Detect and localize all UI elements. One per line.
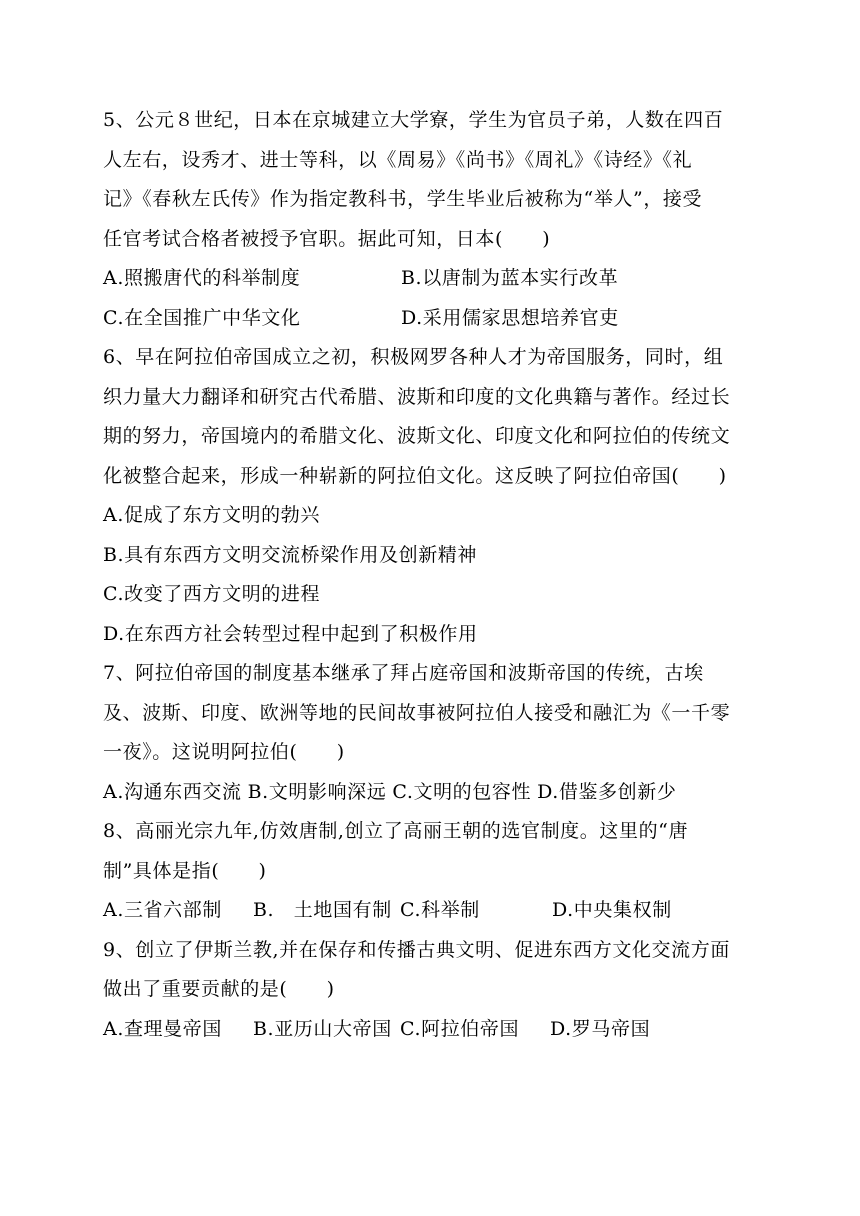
question-8-line-2: 制”具体是指( ) <box>103 859 267 882</box>
question-8-line-1: 8、高丽光宗九年,仿效唐制,创立了高丽王朝的选官制度。这里的“唐 <box>103 820 689 842</box>
question-5-option-a[interactable]: A.照搬唐代的科举制度 <box>103 267 301 289</box>
question-8-option-a[interactable]: A.三省六部制 <box>103 899 222 921</box>
question-8-options-row <box>103 891 763 931</box>
question-9-line-1: 9、创立了伊斯兰教,并在保存和传播古典文明、促进东西方文化交流方面 <box>103 938 730 961</box>
question-8-option-c[interactable]: C.科举制 <box>400 899 480 921</box>
question-6-line-3: 期的努力，帝国境内的希腊文化、波斯文化、印度文化和阿拉伯的传统文 <box>103 425 731 447</box>
question-7 <box>103 654 763 812</box>
question-6-option-d[interactable]: D.在东西方社会转型过程中起到了积极作用 <box>103 622 478 645</box>
question-9-line-2: 做出了重要贡献的是( ) <box>103 978 335 1000</box>
question-9 <box>103 931 763 1050</box>
question-7-option-d[interactable]: D.借鉴多创新少 <box>537 780 677 803</box>
question-6-line-4: 化被整合起来，形成一种崭新的阿拉伯文化。这反映了阿拉伯帝国( ) <box>103 464 727 487</box>
question-5-line-4: 任官考试合格者被授予官职。据此可知，日本( ) <box>103 227 551 250</box>
question-9-options-row <box>103 1010 763 1050</box>
question-9-option-a[interactable]: A.查理曼帝国 <box>103 1017 222 1040</box>
question-6-line-2: 织力量大力翻译和研究古代希腊、波斯和印度的文化典籍与著作。经过长 <box>103 385 731 408</box>
question-5 <box>103 101 763 338</box>
question-5-option-d[interactable]: D.采用儒家思想培养官吏 <box>401 306 619 329</box>
question-8-option-d[interactable]: D.中央集权制 <box>552 899 672 921</box>
question-9-option-b[interactable]: B.亚历山大帝国 <box>253 1017 392 1040</box>
question-7-line-2: 及、波斯、印度、欧洲等地的民间故事被阿拉伯人接受和融汇为《一千零 <box>103 701 731 724</box>
question-5-option-b[interactable]: B.以唐制为蓝本实行改革 <box>401 267 619 289</box>
question-5-line-3: 记》《春秋左氏传》作为指定教科书，学生毕业后被称为“举人”，接受 <box>103 188 703 210</box>
question-6-option-c[interactable]: C.改变了西方文明的进程 <box>103 583 321 605</box>
question-5-option-c[interactable]: C.在全国推广中华文化 <box>103 306 301 329</box>
question-8-option-b[interactable]: B. 土地国有制 <box>253 899 392 921</box>
question-9-option-d[interactable]: D.罗马帝国 <box>550 1017 651 1040</box>
question-6-line-1: 6、早在阿拉伯帝国成立之初，积极网罗各种人才为帝国服务，同时，组 <box>103 346 724 368</box>
question-7-options-row <box>103 773 763 813</box>
question-5-options-row-1 <box>103 259 763 299</box>
question-5-line-2: 人左右，设秀才、进士等科，以《周易》《尚书》《周礼》《诗经》《礼 <box>103 148 693 171</box>
question-9-option-c[interactable]: C.阿拉伯帝国 <box>400 1017 520 1040</box>
question-7-line-1: 7、阿拉伯帝国的制度基本继承了拜占庭帝国和波斯帝国的传统，古埃 <box>103 662 704 684</box>
exam-page <box>103 101 763 1049</box>
question-6 <box>103 338 763 654</box>
question-7-option-a[interactable]: A.沟通东西交流 <box>103 780 242 803</box>
question-8 <box>103 812 763 931</box>
question-6-option-b[interactable]: B.具有东西方文明交流桥梁作用及创新精神 <box>103 543 478 566</box>
question-5-options-row-2 <box>103 299 763 339</box>
question-7-line-3: 一夜》。这说明阿拉伯( ) <box>103 741 345 763</box>
question-6-option-a[interactable]: A.促成了东方文明的勃兴 <box>103 504 320 526</box>
question-5-line-1: 5、公元８世纪，日本在京城建立大学寮，学生为官员子弟，人数在四百 <box>103 109 724 131</box>
question-7-option-c[interactable]: C.文明的包容性 <box>392 780 532 803</box>
question-7-option-b[interactable]: B.文明影响深远 <box>247 780 387 803</box>
